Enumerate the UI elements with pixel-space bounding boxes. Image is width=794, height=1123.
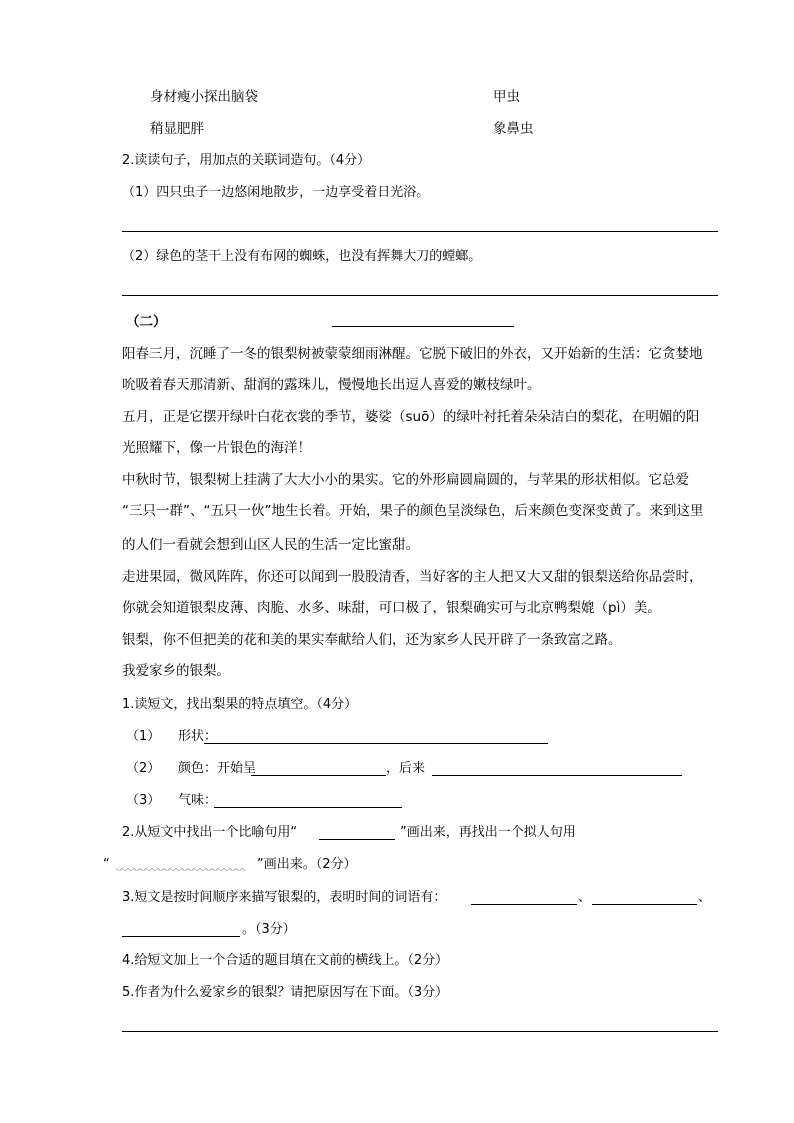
q3-blank-2[interactable] — [592, 904, 697, 905]
q1-a-number: （1） — [126, 729, 161, 744]
q1-b-mid: ，后来 — [386, 761, 426, 776]
para-3-line-1: 中秋时节，银梨树上挂满了大大小小的果实。它的外形扁圆扁圆的，与苹果的形状相似。它总爱 — [122, 472, 689, 488]
q3-blank-3[interactable] — [122, 936, 240, 937]
para-1-line-2: 吮吸着春天那清新、甜润的露珠儿，慢慢地长出逗人喜爱的嫩枝绿叶。 — [122, 377, 541, 393]
para-6-line-1: 我爱家乡的银梨。 — [122, 663, 230, 679]
q2-quote-open: “ — [103, 857, 110, 872]
q3-blank-1[interactable] — [471, 904, 577, 905]
answer-line-2[interactable] — [122, 295, 718, 296]
match-left-2: 稍显肥胖 — [150, 121, 204, 137]
section-label: （二） — [126, 314, 167, 330]
match-right-1: 甲虫 — [493, 89, 520, 105]
match-left-1: 身材瘦小探出脑袋 — [150, 89, 258, 105]
q2-text-part-3: ”画出来。（2分） — [257, 857, 357, 872]
q1-b-label: 颜色：开始呈 — [178, 761, 257, 776]
straight-line-sample — [319, 839, 395, 840]
question-1-title: 1.读短文，找出梨果的特点填空。（4分） — [122, 697, 358, 712]
q2-text-part-2: ”画出来，再找出一个拟人句用 — [400, 825, 576, 840]
q1-smell-blank[interactable] — [214, 807, 402, 808]
para-1-line-1: 阳春三月，沉睡了一冬的银梨树被蒙蒙细雨淋醒。它脱下破旧的外衣，又开始新的生活：它贪婪地 — [122, 346, 703, 362]
answer-line-q5[interactable] — [122, 1031, 718, 1032]
q2-sentence-1: （1）四只虫子一边悠闲地散步，一边享受着日光浴。 — [122, 185, 430, 200]
q3-sep-2: 、 — [698, 890, 712, 905]
title-blank[interactable] — [332, 326, 514, 327]
q2-text-part-1: 2.从短文中找出一个比喻句用“ — [122, 825, 298, 840]
q1-b-number: （2） — [126, 761, 161, 776]
q5-text: 5.作者为什么爱家乡的银梨？请把原因写在下面。（3分） — [122, 985, 449, 1000]
para-5-line-1: 银梨，你不但把美的花和美的果实奉献给人们，还为家乡人民开辟了一条致富之路。 — [122, 632, 622, 648]
q1-color-end-blank[interactable] — [432, 775, 682, 776]
para-4-line-2: 你就会知道银梨皮薄、肉脆、水多、味甜，可口极了，银梨确实可与北京鸭梨媲（pì）美。 — [122, 600, 661, 616]
match-right-2: 象鼻虫 — [493, 121, 534, 137]
q1-c-label: 气味： — [178, 793, 218, 808]
q3-sep-1: 、 — [578, 890, 592, 905]
para-3-line-2: “三只一群”、“五只一伙”地生长着。开始，果子的颜色呈淡绿色，后来颜色变深变黄了。来到这里 — [122, 503, 704, 519]
q1-shape-blank[interactable] — [204, 743, 548, 744]
q1-color-start-blank[interactable] — [251, 775, 386, 776]
q3-text: 3.短文是按时间顺序来描写银梨的，表明时间的词语有： — [122, 890, 447, 905]
para-2-line-1: 五月，正是它摆开绿叶白花衣裳的季节，婆娑（suō）的绿叶衬托着朵朵洁白的梨花，在明媚的阳 — [122, 409, 700, 425]
q2-title: 2.读读句子，用加点的关联词造句。（4分） — [122, 153, 371, 168]
q4-text: 4.给短文加上一个合适的题目填在文前的横线上。（2分） — [122, 953, 449, 968]
q1-c-number: （3） — [126, 793, 161, 808]
answer-line-1[interactable] — [122, 231, 718, 232]
q3-end: 。（3分） — [242, 922, 296, 937]
para-4-line-1: 走进果园，微风阵阵，你还可以闻到一股股清香，当好客的主人把又大又甜的银梨送给你品尝时， — [122, 569, 703, 585]
q2-sentence-2: （2）绿色的茎干上没有布网的蜘蛛，也没有挥舞大刀的螳螂。 — [122, 249, 482, 264]
para-3-line-3: 的人们一看就会想到山区人民的生活一定比蜜甜。 — [122, 537, 419, 553]
q1-a-label: 形状： — [178, 729, 218, 744]
para-2-line-2: 光照耀下，像一片银色的海洋！ — [122, 440, 311, 456]
wavy-line-sample — [116, 868, 246, 874]
